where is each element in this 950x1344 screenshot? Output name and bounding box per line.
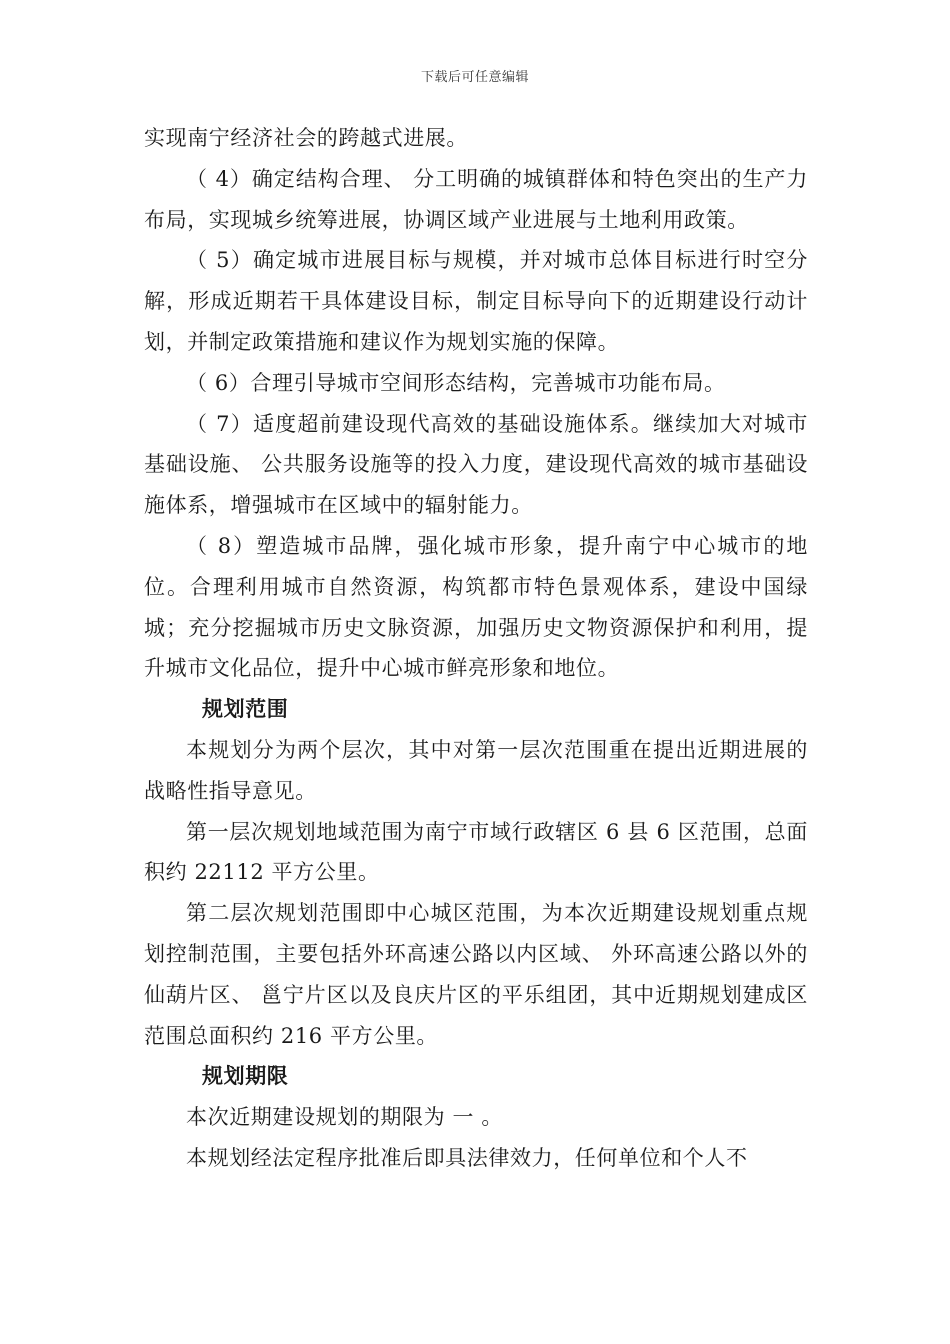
paragraph-item-8: （ 8）塑造城市品牌，强化城市形象，提升南宁中心城市的地位。合理利用城市自然资源，构筑都市特色景观体系，建设中国绿城；充分挖掘城市历史文脉资源，加强历史文物资源保护和利用，提升城市文化品位，提升中心城市鲜亮形象和地位。 (144, 533, 808, 681)
paragraph-item-6: （ 6）合理引导城市空间形态结构，完善城市功能布局。 (186, 370, 726, 395)
paragraph-item-5: （ 5）确定城市进展目标与规模，并对城市总体目标进行时空分解，形成近期若干具体建设目标，制定目标导向下的近期建设行动计划，并制定政策措施和建议作为规划实施的保障。 (144, 248, 808, 354)
paragraph-period: 本次近期建设规划的期限为 一 。 (186, 1105, 503, 1130)
paragraph-1: 实现南宁经济社会的跨越式进展。 (144, 126, 468, 150)
paragraph-scope-second-level: 第二层次规划范围即中心城区范围，为本次近期建设规划重点规划控制范围，主要包括外环高速公路以内区域、 外环高速公路以外的仙葫片区、 邕宁片区以及良庆片区的平乐组团，其中近期规划建成区范围总面积约 216 平方公里。 (144, 901, 808, 1048)
section-heading-period: 规划期限 (202, 1064, 289, 1089)
paragraph-scope-levels: 本规划分为两个层次，其中对第一层次范围重在提出近期进展的战略性指导意见。 (144, 737, 808, 803)
document-body (144, 118, 808, 1179)
page-header: 下载后可任意编辑 (420, 70, 529, 85)
paragraph-scope-first-level: 第一层次规划地域范围为南宁市域行政辖区 6 县 6 区范围，总面积约 22112 平方公里。 (144, 819, 808, 885)
paragraph-legal-effect: 本规划经法定程序批准后即具法律效力，任何单位和个人不 (186, 1145, 748, 1170)
paragraph-item-4: （ 4）确定结构合理、 分工明确的城镇群体和特色突出的生产力布局，实现城乡统筹进展，协调区域产业进展与土地利用政策。 (144, 166, 808, 232)
section-heading-scope: 规划范围 (202, 697, 289, 722)
paragraph-item-7: （ 7）适度超前建设现代高效的基础设施体系。继续加大对城市基础设施、 公共服务设施等的投入力度，建设现代高效的城市基础设施体系，增强城市在区域中的辐射能力。 (144, 411, 808, 518)
